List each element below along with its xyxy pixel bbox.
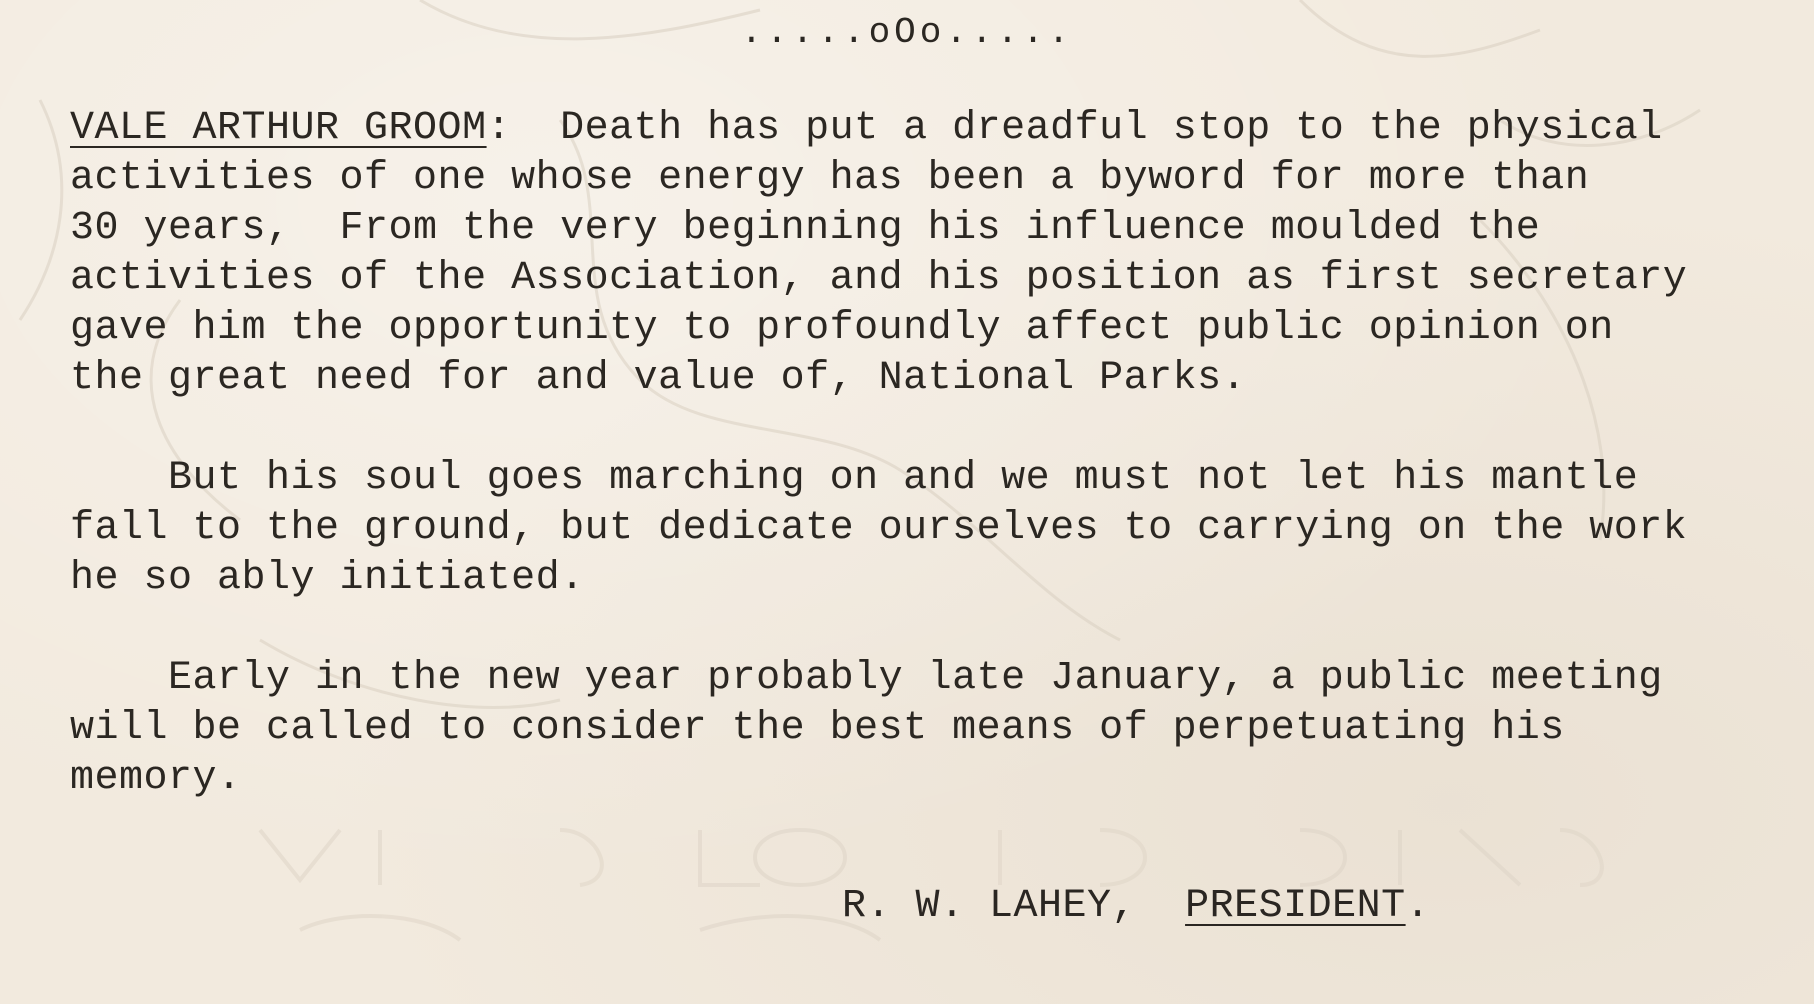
signature bbox=[842, 882, 1430, 932]
section-separator: .....oOo..... bbox=[740, 12, 1074, 53]
signature-end: . bbox=[1405, 884, 1431, 929]
paragraph1-line3: 30 years, From the very beginning his influence moulded the bbox=[70, 206, 1541, 251]
paragraph1-line5: gave him the opportunity to profoundly affect public opinion on bbox=[70, 306, 1614, 351]
heading-vale-arthur-groom: VALE ARTHUR GROOM bbox=[70, 106, 487, 151]
paragraph1-line2: activities of one whose energy has been a byword for more than bbox=[70, 156, 1590, 201]
paragraph2-line3: he so ably initiated. bbox=[70, 556, 585, 601]
paragraph3-line1: Early in the new year probably late January, a public meeting bbox=[70, 656, 1663, 701]
paragraph1-line1-text: : Death has put a dreadful stop to the physical bbox=[486, 106, 1663, 151]
signature-title: PRESIDENT bbox=[1185, 884, 1406, 929]
paragraph3-line3: memory. bbox=[70, 756, 242, 801]
paragraph1-line4: activities of the Association, and his position as first secretary bbox=[70, 256, 1688, 301]
paragraph2-line1: But his soul goes marching on and we must not let his mantle bbox=[70, 456, 1639, 501]
paragraph3-line2: will be called to consider the best means of perpetuating his bbox=[70, 706, 1565, 751]
signature-name: R. W. LAHEY, bbox=[842, 884, 1186, 929]
paragraph1-line1 bbox=[70, 104, 1663, 154]
paragraph1-line6: the great need for and value of, National Parks. bbox=[70, 356, 1247, 401]
paragraph2-line2: fall to the ground, but dedicate ourselves to carrying on the work bbox=[70, 506, 1688, 551]
